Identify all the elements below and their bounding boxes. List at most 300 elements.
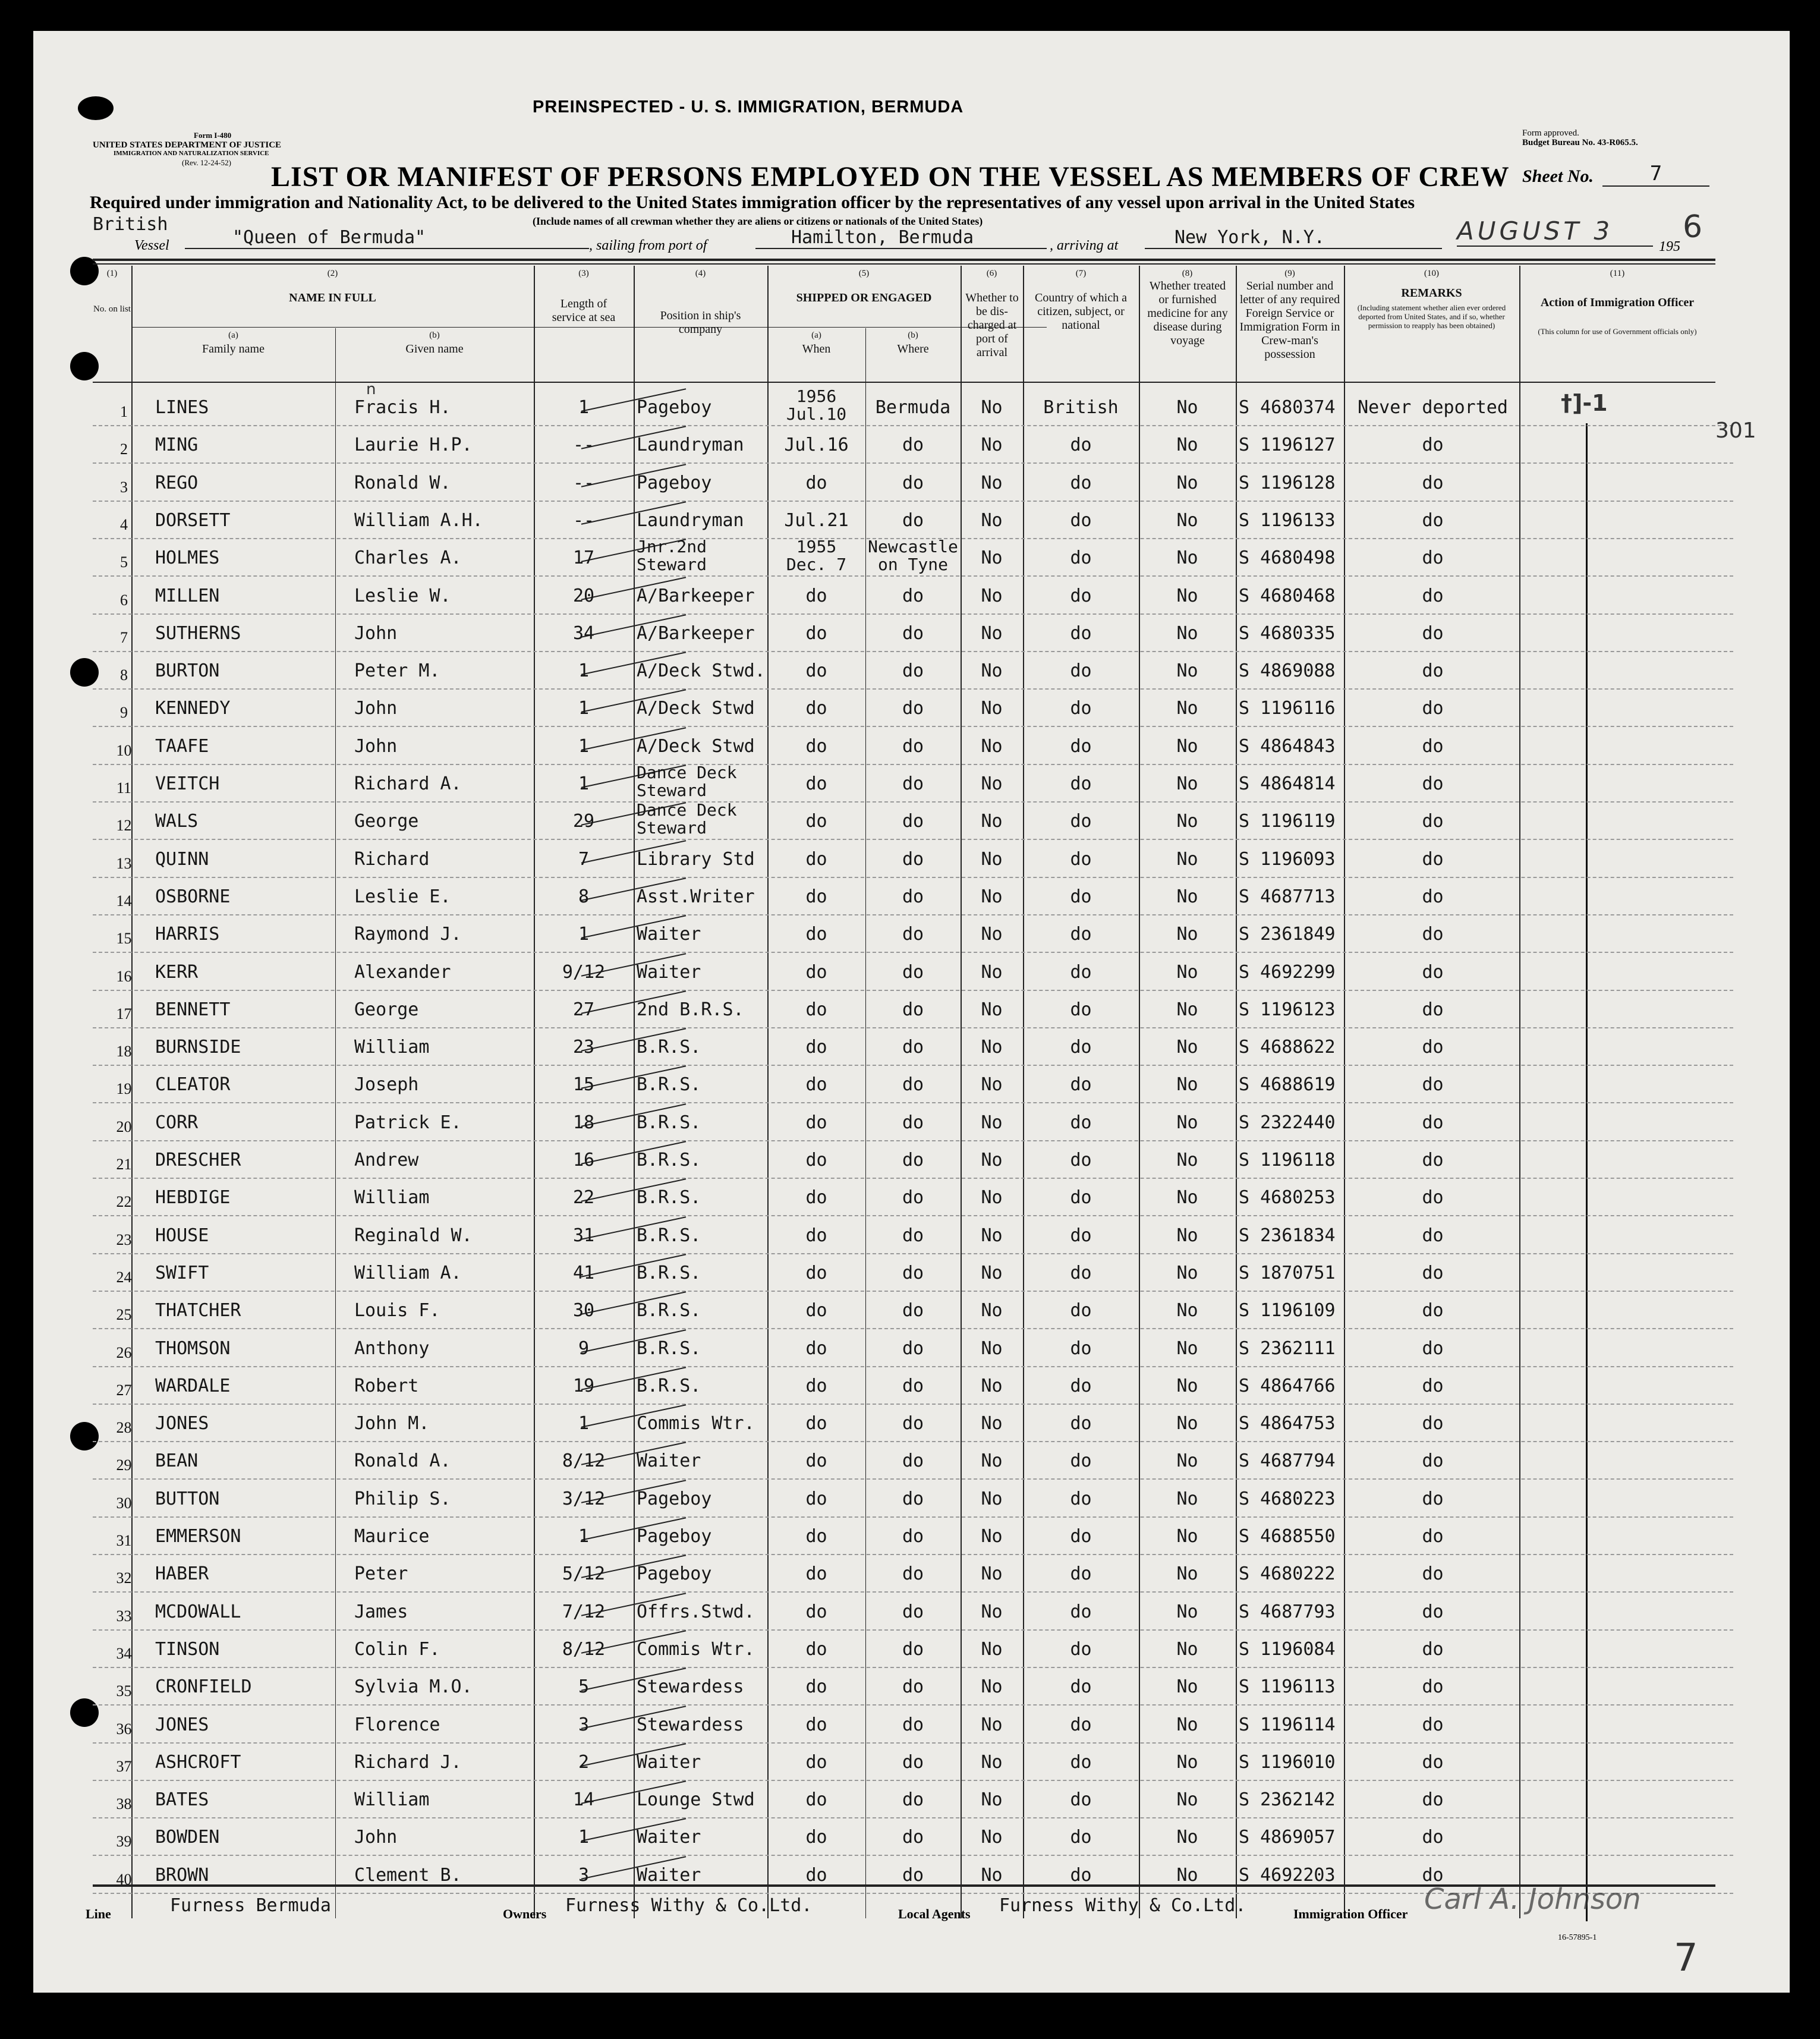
shipped-where: do: [902, 1450, 924, 1472]
position: B.R.S.: [637, 1112, 701, 1133]
serial-number: S 1196133: [1239, 509, 1336, 531]
row-number: 34: [116, 1644, 132, 1662]
discharged: No: [981, 1300, 1003, 1321]
row-number: 6: [120, 591, 128, 609]
row-number: 18: [116, 1043, 132, 1061]
sailing-label: , sailing from port of: [589, 238, 707, 253]
family-name: THATCHER: [155, 1300, 241, 1321]
given-name: Alexander: [354, 961, 451, 983]
remarks: do: [1422, 585, 1444, 606]
serial-number: S 1196116: [1239, 698, 1336, 719]
row-number: 10: [116, 741, 132, 759]
shipped-when: do: [805, 1488, 827, 1509]
preinspected-stamp: PREINSPECTED - U. S. IMMIGRATION, BERMUDA: [533, 97, 964, 117]
country: do: [1070, 735, 1092, 757]
country: do: [1070, 1563, 1092, 1585]
serial-number: S 4680223: [1239, 1488, 1336, 1509]
discharged: No: [981, 1450, 1003, 1472]
shipped-where: do: [902, 1488, 924, 1509]
row-number: 7: [120, 628, 128, 646]
shipped-when: do: [805, 961, 827, 983]
row-number: 23: [116, 1231, 132, 1248]
discharged: No: [981, 472, 1003, 493]
medicine: No: [1176, 472, 1198, 493]
serial-number: S 1196093: [1239, 848, 1336, 870]
medicine: No: [1176, 924, 1198, 945]
remarks: do: [1422, 1526, 1444, 1547]
row-number: 24: [116, 1268, 132, 1286]
country: do: [1070, 585, 1092, 606]
length-of-service: 7: [578, 848, 590, 870]
row-number: 9: [120, 704, 128, 722]
discharged: No: [981, 1827, 1003, 1848]
length-of-service: 9: [578, 1338, 590, 1359]
position: Pageboy: [637, 397, 712, 418]
given-name: Reginald W.: [354, 1225, 473, 1246]
shipped-where: do: [902, 1037, 924, 1058]
discharged: No: [981, 1375, 1003, 1396]
shipped-where: do: [902, 1827, 924, 1848]
given-name: Raymond J.: [354, 924, 462, 945]
serial-number: S 4869057: [1239, 1827, 1336, 1848]
position-line-1: Dance Deck: [637, 763, 737, 782]
medicine: No: [1176, 435, 1198, 456]
remarks: do: [1422, 1300, 1444, 1321]
country: do: [1070, 1450, 1092, 1472]
family-name: WARDALE: [155, 1375, 231, 1396]
agents-value: Furness Withy & Co.Ltd.: [999, 1895, 1246, 1916]
shipped-where: do: [902, 886, 924, 907]
given-name: Maurice: [354, 1526, 430, 1547]
officer-signature: Carl A. Johnson: [1424, 1883, 1641, 1916]
position: B.R.S.: [637, 1074, 701, 1096]
given-name: George: [354, 811, 419, 832]
position: B.R.S.: [637, 1338, 701, 1359]
country: do: [1070, 1112, 1092, 1133]
length-of-service: 7/12: [562, 1601, 606, 1622]
serial-number: S 4687794: [1239, 1450, 1336, 1472]
position: B.R.S.: [637, 1037, 701, 1058]
family-name: HEBDIGE: [155, 1187, 231, 1209]
position: Commis Wtr.: [637, 1413, 755, 1434]
position-line-2: Steward: [637, 818, 707, 838]
family-name: BEAN: [155, 1450, 199, 1472]
length-of-service: 34: [572, 622, 595, 644]
remarks: do: [1422, 1037, 1444, 1058]
shipped-where: do: [902, 1225, 924, 1246]
family-name: VEITCH: [155, 773, 220, 794]
family-name: ASHCROFT: [155, 1751, 241, 1773]
shipped-where: do: [902, 773, 924, 794]
shipped-where: do: [902, 622, 924, 644]
owners-value: Furness Withy & Co.Ltd.: [565, 1895, 813, 1916]
given-name: Peter: [354, 1563, 408, 1585]
family-name: QUINN: [155, 848, 209, 870]
serial-number: S 1196109: [1239, 1300, 1336, 1321]
discharged: No: [981, 1601, 1003, 1622]
medicine: No: [1176, 698, 1198, 719]
shipped-when: do: [805, 735, 827, 757]
given-name: William A.: [354, 1262, 462, 1283]
country: do: [1070, 1638, 1092, 1660]
discharged: No: [981, 1150, 1003, 1170]
country: do: [1070, 1338, 1092, 1359]
medicine: No: [1176, 1601, 1198, 1622]
col5b-number: (b): [908, 331, 918, 340]
table-row: [93, 726, 1733, 765]
shipped-where: do: [902, 961, 924, 983]
shipped-when: do: [805, 1638, 827, 1660]
remarks: do: [1422, 660, 1444, 682]
country: do: [1070, 848, 1092, 870]
country: do: [1070, 660, 1092, 682]
given-name: Richard J.: [354, 1751, 462, 1773]
serial-number: S 4864753: [1239, 1413, 1336, 1434]
position: Waiter: [637, 1751, 701, 1773]
medicine: No: [1176, 811, 1198, 832]
serial-number: S 4692203: [1239, 1864, 1336, 1886]
discharged: No: [981, 1488, 1003, 1509]
year-prefix: 195: [1659, 239, 1680, 254]
given-name: Ronald A.: [354, 1450, 451, 1472]
country: do: [1070, 1827, 1092, 1848]
family-name: TINSON: [155, 1638, 220, 1660]
given-name: Peter M.: [354, 660, 440, 682]
family-name: WALS: [155, 811, 199, 832]
position-line-1: Dance Deck: [637, 800, 737, 820]
remarks: do: [1422, 848, 1444, 870]
position: Waiter: [637, 1864, 701, 1886]
col5-label: SHIPPED OR ENGAGED: [796, 291, 932, 304]
medicine: No: [1176, 1676, 1198, 1698]
discharged: No: [981, 886, 1003, 907]
given-name: James: [354, 1601, 408, 1622]
table-row: [93, 576, 1733, 615]
serial-number: S 4680374: [1239, 397, 1336, 418]
medicine: No: [1176, 1789, 1198, 1811]
country: do: [1070, 811, 1092, 832]
table-row: [93, 688, 1733, 727]
medicine: No: [1176, 1864, 1198, 1886]
col5-number: (5): [858, 269, 870, 278]
family-name: BUTTON: [155, 1488, 220, 1509]
discharged: No: [981, 547, 1003, 569]
shipped-where: do: [902, 1601, 924, 1622]
remarks: do: [1422, 472, 1444, 493]
discharged: No: [981, 1751, 1003, 1773]
shipped-where: do: [902, 660, 924, 682]
shipped-when: do: [805, 1112, 827, 1133]
length-of-service: 27: [572, 999, 595, 1020]
family-name: MILLEN: [155, 585, 220, 606]
position-line-2: Steward: [637, 555, 707, 575]
row-number: 35: [116, 1682, 132, 1700]
family-name: REGO: [155, 472, 199, 493]
country: do: [1070, 999, 1092, 1020]
col4-number: (4): [695, 269, 706, 278]
table-top-rule: [93, 259, 1715, 261]
serial-number: S 4687793: [1239, 1601, 1336, 1622]
given-name: Richard A.: [354, 773, 462, 794]
shipped-when: do: [805, 1375, 827, 1396]
position: Pageboy: [637, 1563, 712, 1585]
shipped-when: Jul.10: [786, 404, 847, 424]
serial-number: S 1196119: [1239, 811, 1336, 832]
position: A/Barkeeper: [637, 622, 755, 644]
length-of-service: 30: [572, 1300, 595, 1321]
country: do: [1070, 547, 1092, 569]
medicine: No: [1176, 1225, 1198, 1246]
remarks: do: [1422, 1225, 1444, 1246]
length-of-service: 8/12: [562, 1450, 606, 1472]
given-name: Sylvia M.O.: [354, 1676, 473, 1698]
row-number: 3: [120, 478, 128, 496]
row-number: 2: [120, 440, 128, 458]
medicine: No: [1176, 999, 1198, 1020]
remarks: do: [1422, 1714, 1444, 1735]
table-row: [93, 1329, 1733, 1367]
medicine: No: [1176, 622, 1198, 644]
table-row: [93, 839, 1733, 878]
family-name: KERR: [155, 961, 199, 983]
remarks: do: [1422, 1074, 1444, 1096]
country: do: [1070, 1413, 1092, 1434]
country: do: [1070, 1676, 1092, 1698]
country: do: [1070, 1601, 1092, 1622]
shipped-where: do: [902, 1676, 924, 1698]
family-name: EMMERSON: [155, 1526, 241, 1547]
line-value: Furness Bermuda: [170, 1895, 331, 1916]
length-of-service: 3/12: [562, 1488, 606, 1509]
serial-number: S 1196114: [1239, 1714, 1336, 1735]
medicine: No: [1176, 547, 1198, 569]
remarks: do: [1422, 622, 1444, 644]
country: do: [1070, 1225, 1092, 1246]
country: do: [1070, 1789, 1092, 1811]
shipped-where-line-1: Newcastle: [868, 537, 958, 557]
discharged: No: [981, 435, 1003, 456]
discharged: No: [981, 924, 1003, 945]
shipped-where: do: [902, 1338, 924, 1359]
shipped-where: do: [902, 1526, 924, 1547]
table-row: [93, 1554, 1733, 1593]
given-name: Laurie H.P.: [354, 435, 473, 456]
position: Stewardess: [637, 1676, 744, 1698]
country: do: [1070, 622, 1092, 644]
row-number: 37: [116, 1757, 132, 1775]
country: British: [1043, 397, 1119, 418]
medicine: No: [1176, 1112, 1198, 1133]
remarks: do: [1422, 1187, 1444, 1209]
table-row: [93, 463, 1733, 502]
discharged: No: [981, 773, 1003, 794]
discharged: No: [981, 1225, 1003, 1246]
medicine: No: [1176, 735, 1198, 757]
family-name: SUTHERNS: [155, 622, 241, 644]
position: A/Deck Stwd: [637, 735, 755, 757]
year-digit: 6: [1683, 209, 1703, 245]
shipped-where: do: [902, 1112, 924, 1133]
row-number: 22: [116, 1193, 132, 1211]
table-row: [93, 1291, 1733, 1329]
country: do: [1070, 886, 1092, 907]
length-of-service: 1: [578, 660, 590, 682]
position-line-2: Steward: [637, 781, 707, 800]
row-number: 17: [116, 1005, 132, 1022]
given-name: Joseph: [354, 1074, 419, 1096]
serial-number: S 4864766: [1239, 1375, 1336, 1396]
shipped-when: do: [805, 585, 827, 606]
country: do: [1070, 961, 1092, 983]
length-of-service: 9/12: [562, 961, 606, 983]
page-mark: 7: [1674, 1936, 1698, 1980]
country: do: [1070, 1150, 1092, 1170]
table-row: [93, 1065, 1733, 1103]
discharged: No: [981, 1676, 1003, 1698]
row-number: 36: [116, 1720, 132, 1738]
shipped-where-line-2: on Tyne: [877, 555, 948, 575]
row-number: 25: [116, 1306, 132, 1324]
shipped-when: Jul.16: [784, 435, 849, 456]
medicine: No: [1176, 1037, 1198, 1058]
country: do: [1070, 1262, 1092, 1283]
shipped-year: 1956: [796, 386, 837, 406]
length-of-service: 3: [578, 1864, 590, 1886]
remarks: do: [1422, 1676, 1444, 1698]
shipped-when: do: [805, 773, 827, 794]
table-row: [93, 952, 1733, 991]
row-number: 11: [116, 779, 132, 797]
table-row: [93, 801, 1733, 840]
length-of-service: 1: [578, 735, 590, 757]
shipped-where: do: [902, 735, 924, 757]
serial-number: S 4688622: [1239, 1037, 1336, 1058]
discharged: No: [981, 999, 1003, 1020]
shipped-when: do: [805, 1413, 827, 1434]
discharged: No: [981, 509, 1003, 531]
serial-number: S 1196123: [1239, 999, 1336, 1020]
length-of-service: --: [572, 435, 595, 456]
given-name: Colin F.: [354, 1638, 440, 1660]
given-name: Leslie E.: [354, 886, 451, 907]
family-name: BURNSIDE: [155, 1037, 241, 1058]
position: A/Barkeeper: [637, 585, 755, 606]
shipped-where: do: [902, 1074, 924, 1096]
shipped-when: do: [805, 1714, 827, 1735]
table-row: [93, 1178, 1733, 1216]
medicine: No: [1176, 1827, 1198, 1848]
medicine: No: [1176, 1300, 1198, 1321]
country: do: [1070, 1714, 1092, 1735]
col2a-number: (a): [228, 331, 238, 340]
position: A/Deck Stwd.: [637, 660, 766, 682]
table-row: [93, 1592, 1733, 1631]
medicine: No: [1176, 773, 1198, 794]
shipped-when: Dec. 7: [786, 555, 847, 575]
row-number: 30: [116, 1494, 132, 1512]
position: Waiter: [637, 1450, 701, 1472]
medicine: No: [1176, 961, 1198, 983]
remarks: do: [1422, 509, 1444, 531]
serial-number: S 4680498: [1239, 547, 1336, 569]
remarks: do: [1422, 1751, 1444, 1773]
discharged: No: [981, 1074, 1003, 1096]
port-of-arrival: New York, N.Y.: [1145, 227, 1442, 249]
remarks: do: [1422, 1601, 1444, 1622]
shipped-where: Bermuda: [875, 397, 951, 418]
shipped-year: 1955: [796, 537, 837, 557]
vessel-name: "Queen of Bermuda": [185, 227, 589, 249]
discharged: No: [981, 698, 1003, 719]
discharged: No: [981, 848, 1003, 870]
medicine: No: [1176, 1187, 1198, 1209]
remarks: Never deported: [1358, 397, 1508, 418]
col2a-label: Family name: [202, 342, 265, 355]
row-number: 40: [116, 1870, 132, 1888]
family-name: OSBORNE: [155, 886, 231, 907]
shipped-when: do: [805, 1789, 827, 1811]
col9-number: (9): [1284, 269, 1295, 278]
col5a-number: (a): [811, 331, 821, 340]
length-of-service: 5/12: [562, 1563, 606, 1585]
remarks: do: [1422, 1864, 1444, 1886]
shipped-when: do: [805, 1751, 827, 1773]
family-name: CORR: [155, 1112, 199, 1133]
remarks: do: [1422, 1827, 1444, 1848]
discharged: No: [981, 735, 1003, 757]
position: Pageboy: [637, 1488, 712, 1509]
family-name: LINES: [155, 397, 209, 418]
length-of-service: 19: [572, 1375, 595, 1396]
country: do: [1070, 1751, 1092, 1773]
family-name: BOWDEN: [155, 1827, 220, 1848]
position: B.R.S.: [637, 1300, 701, 1321]
country: do: [1070, 1074, 1092, 1096]
position: 2nd B.R.S.: [637, 999, 744, 1020]
shipped-where: do: [902, 811, 924, 832]
country: do: [1070, 1375, 1092, 1396]
shipped-where: do: [902, 1262, 924, 1283]
country: do: [1070, 1488, 1092, 1509]
serial-number: S 1870751: [1239, 1262, 1336, 1283]
position: B.R.S.: [637, 1150, 701, 1170]
shipped-when: do: [805, 924, 827, 945]
given-name: John M.: [354, 1413, 430, 1434]
shipped-where: do: [902, 1300, 924, 1321]
medicine: No: [1176, 397, 1198, 418]
given-name: Robert: [354, 1375, 419, 1396]
owners-label: Owners: [503, 1906, 547, 1921]
given-name: Anthony: [354, 1338, 430, 1359]
medicine: No: [1176, 1338, 1198, 1359]
serial-number: S 4869088: [1239, 660, 1336, 682]
country: do: [1070, 698, 1092, 719]
length-of-service: 41: [572, 1262, 595, 1283]
family-name: CRONFIELD: [155, 1676, 252, 1698]
given-name: William A.H.: [354, 509, 483, 531]
row-number: 38: [116, 1795, 132, 1813]
printer-code: 16-57895-1: [1558, 1933, 1597, 1942]
given-name: Clement B.: [354, 1864, 462, 1886]
shipped-when: do: [805, 1450, 827, 1472]
medicine: No: [1176, 660, 1198, 682]
col8-number: (8): [1182, 269, 1193, 278]
length-of-service: 8/12: [562, 1638, 606, 1660]
discharged: No: [981, 1526, 1003, 1547]
given-name: Louis F.: [354, 1300, 440, 1321]
shipped-when: do: [805, 660, 827, 682]
shipped-when: do: [805, 1150, 827, 1170]
